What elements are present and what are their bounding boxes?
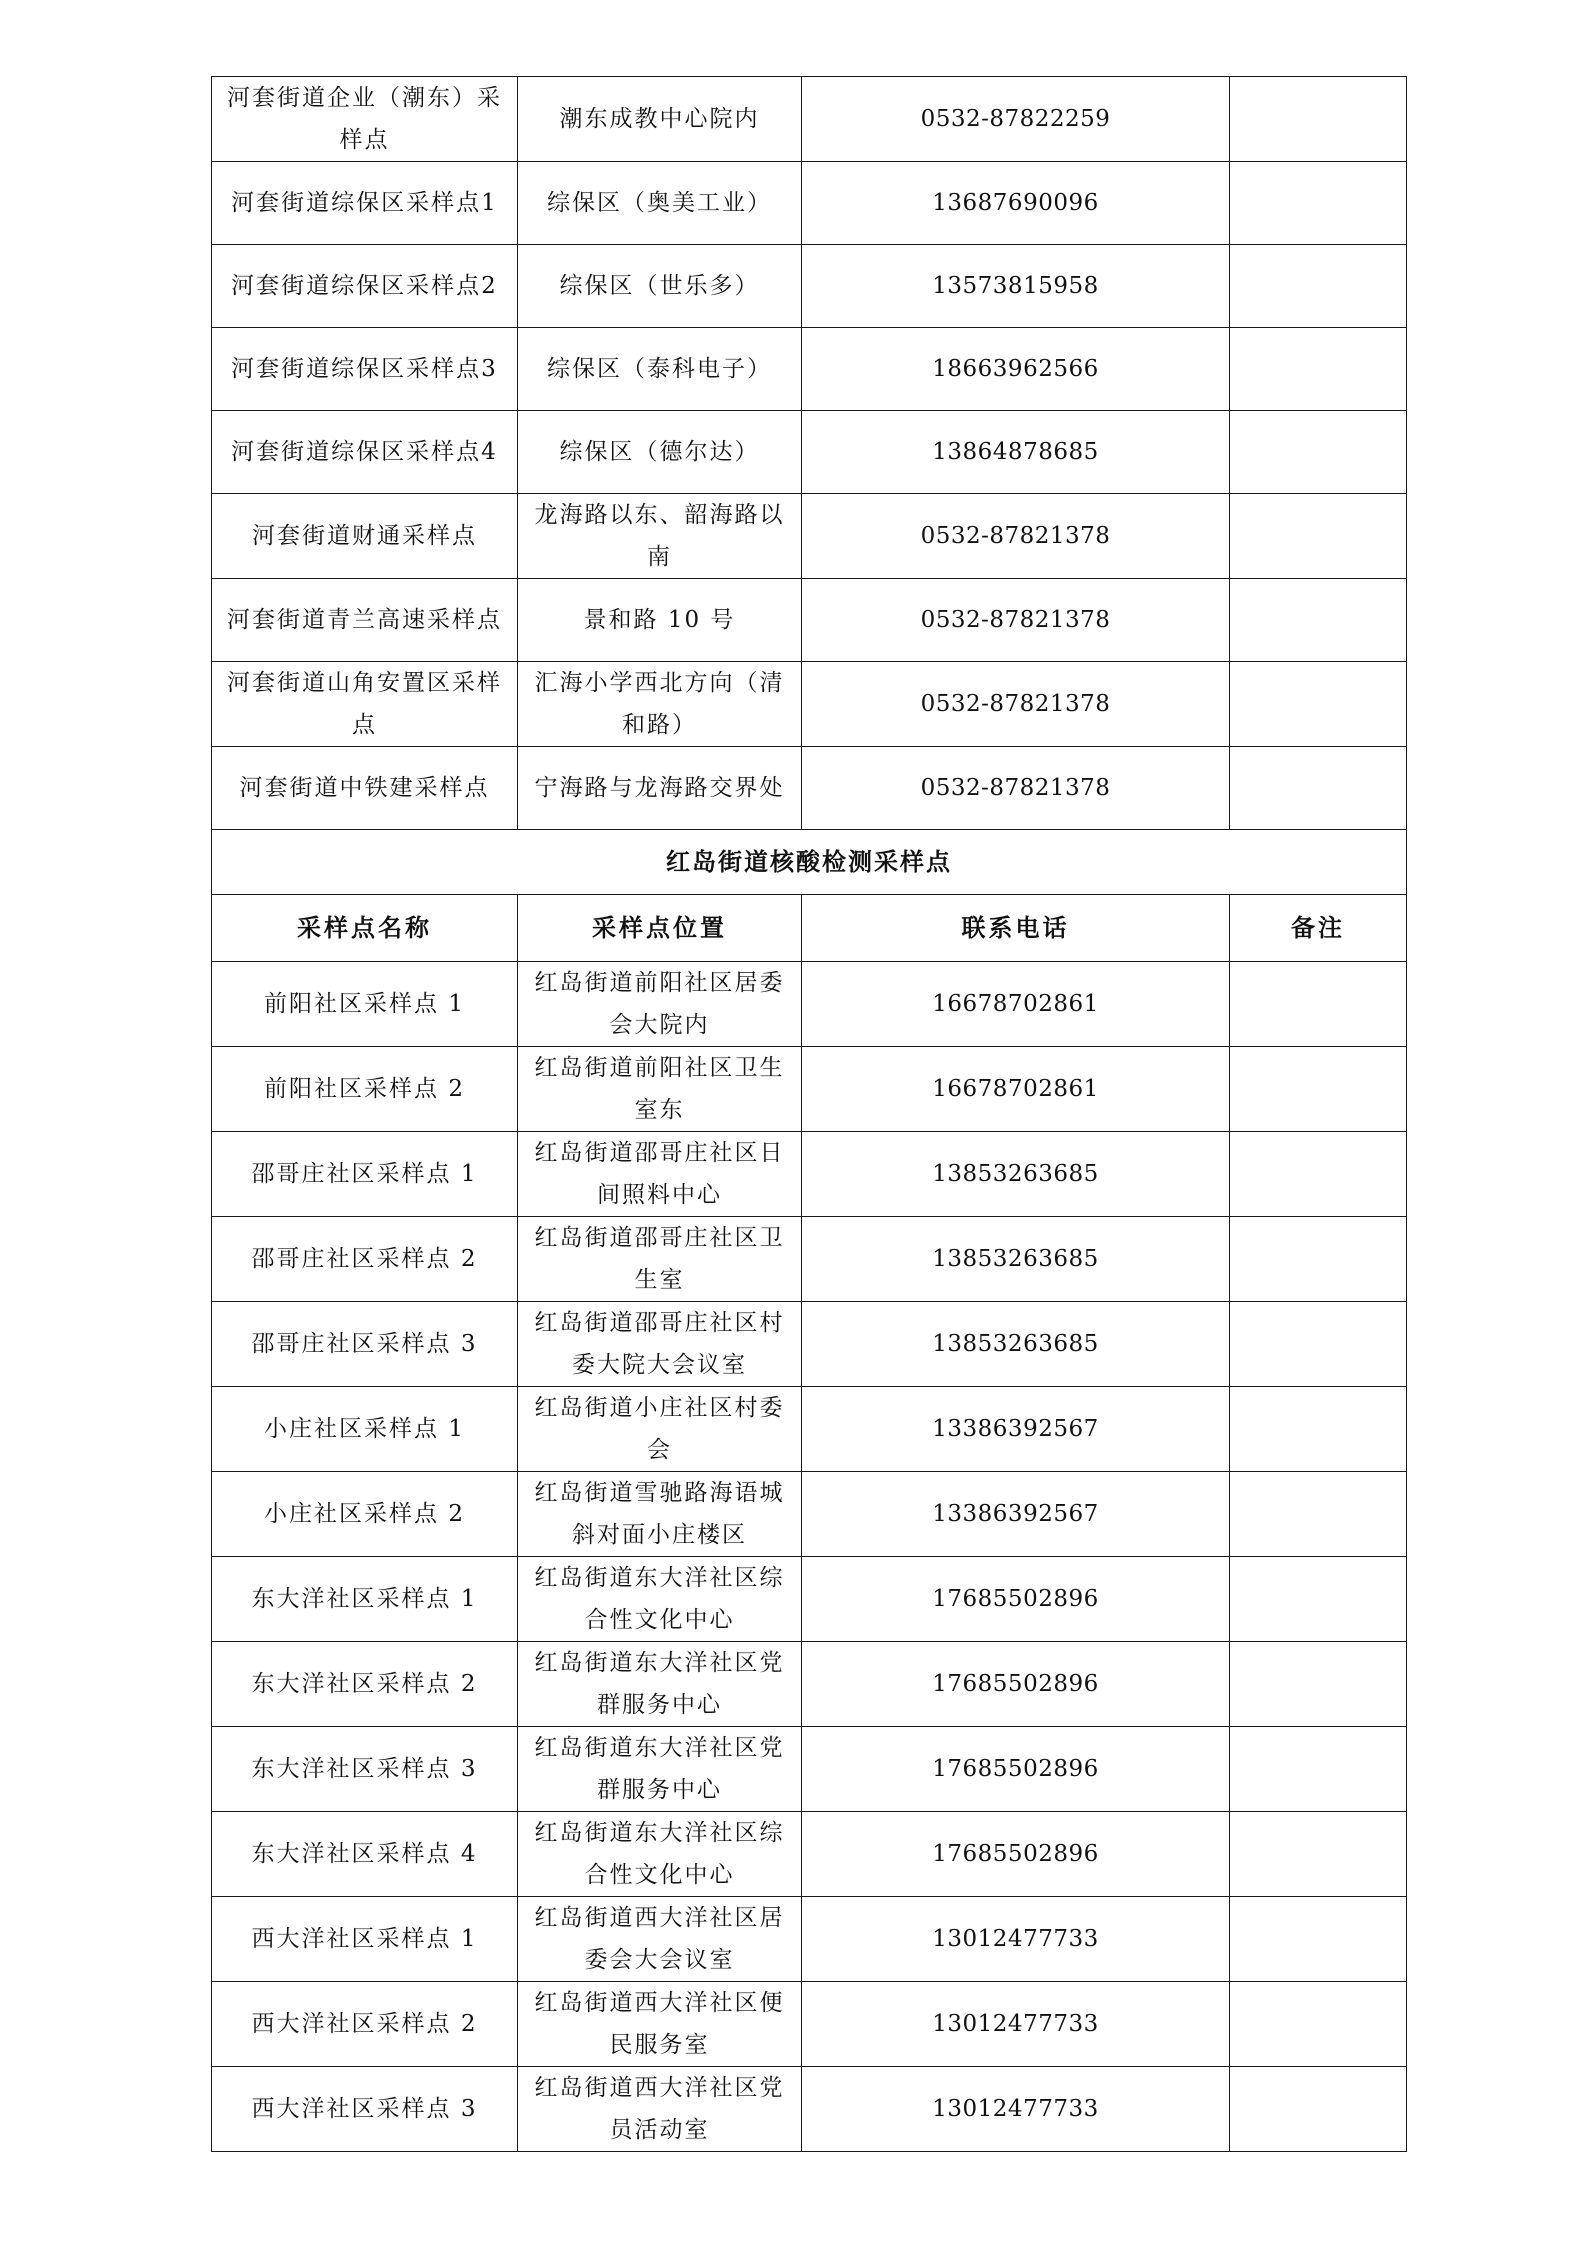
- table-row: [212, 1047, 1407, 1132]
- table-row: [212, 245, 1407, 328]
- site-name-cell: 西大洋社区采样点 3: [212, 2067, 518, 2152]
- table-row: [212, 1217, 1407, 1302]
- phone-cell: 13012477733: [802, 1982, 1230, 2067]
- site-name-cell: 邵哥庄社区采样点 3: [212, 1302, 518, 1387]
- phone-cell: 13853263685: [802, 1132, 1230, 1217]
- phone-cell: 13864878685: [802, 411, 1230, 494]
- phone-cell: 13853263685: [802, 1302, 1230, 1387]
- table-row: [212, 1727, 1407, 1812]
- phone-cell: 17685502896: [802, 1642, 1230, 1727]
- phone-cell: 13386392567: [802, 1472, 1230, 1557]
- hongdao-rows: [212, 962, 1407, 2152]
- site-location-cell: 红岛街道东大洋社区党群服务中心: [518, 1727, 802, 1812]
- site-location-cell: 汇海小学西北方向（清和路）: [518, 662, 802, 747]
- column-header-phone: 联系电话: [802, 895, 1230, 962]
- note-cell: [1230, 1387, 1407, 1472]
- phone-cell: 16678702861: [802, 1047, 1230, 1132]
- site-location-cell: 红岛街道西大洋社区居委会大会议室: [518, 1897, 802, 1982]
- note-cell: [1230, 1727, 1407, 1812]
- site-name-cell: 小庄社区采样点 1: [212, 1387, 518, 1472]
- phone-cell: 13687690096: [802, 162, 1230, 245]
- site-name-cell: 东大洋社区采样点 1: [212, 1557, 518, 1642]
- section-title-row: [212, 830, 1407, 895]
- site-name-cell: 西大洋社区采样点 1: [212, 1897, 518, 1982]
- site-name-cell: 前阳社区采样点 1: [212, 962, 518, 1047]
- note-cell: [1230, 162, 1407, 245]
- phone-cell: 18663962566: [802, 328, 1230, 411]
- site-name-cell: 河套街道综保区采样点2: [212, 245, 518, 328]
- site-location-cell: 红岛街道东大洋社区综合性文化中心: [518, 1557, 802, 1642]
- site-location-cell: 红岛街道前阳社区卫生室东: [518, 1047, 802, 1132]
- table-row: [212, 1302, 1407, 1387]
- site-location-cell: 景和路 10 号: [518, 579, 802, 662]
- table-row: [212, 1472, 1407, 1557]
- note-cell: [1230, 2067, 1407, 2152]
- site-location-cell: 红岛街道邵哥庄社区日间照料中心: [518, 1132, 802, 1217]
- note-cell: [1230, 1132, 1407, 1217]
- note-cell: [1230, 77, 1407, 162]
- note-cell: [1230, 245, 1407, 328]
- site-location-cell: 红岛街道东大洋社区党群服务中心: [518, 1642, 802, 1727]
- site-location-cell: 红岛街道雪驰路海语城斜对面小庄楼区: [518, 1472, 802, 1557]
- note-cell: [1230, 1812, 1407, 1897]
- site-location-cell: 宁海路与龙海路交界处: [518, 747, 802, 830]
- table-row: [212, 162, 1407, 245]
- phone-cell: 0532-87822259: [802, 77, 1230, 162]
- phone-cell: 13012477733: [802, 1897, 1230, 1982]
- site-name-cell: 河套街道财通采样点: [212, 494, 518, 579]
- note-cell: [1230, 494, 1407, 579]
- phone-cell: 17685502896: [802, 1727, 1230, 1812]
- table-row: [212, 747, 1407, 830]
- header-row: [212, 895, 1407, 962]
- site-name-cell: 小庄社区采样点 2: [212, 1472, 518, 1557]
- site-location-cell: 综保区（德尔达）: [518, 411, 802, 494]
- column-header-location: 采样点位置: [518, 895, 802, 962]
- note-cell: [1230, 1217, 1407, 1302]
- note-cell: [1230, 1982, 1407, 2067]
- site-name-cell: 西大洋社区采样点 2: [212, 1982, 518, 2067]
- note-cell: [1230, 1472, 1407, 1557]
- site-name-cell: 河套街道山角安置区采样点: [212, 662, 518, 747]
- table-row: [212, 1387, 1407, 1472]
- table-row: [212, 962, 1407, 1047]
- note-cell: [1230, 662, 1407, 747]
- phone-cell: 16678702861: [802, 962, 1230, 1047]
- note-cell: [1230, 411, 1407, 494]
- table-row: [212, 494, 1407, 579]
- note-cell: [1230, 1642, 1407, 1727]
- table-row: [212, 662, 1407, 747]
- note-cell: [1230, 1047, 1407, 1132]
- site-location-cell: 红岛街道前阳社区居委会大院内: [518, 962, 802, 1047]
- table-row: [212, 1132, 1407, 1217]
- site-location-cell: 龙海路以东、韶海路以南: [518, 494, 802, 579]
- site-name-cell: 河套街道青兰高速采样点: [212, 579, 518, 662]
- site-location-cell: 红岛街道邵哥庄社区卫生室: [518, 1217, 802, 1302]
- site-name-cell: 邵哥庄社区采样点 2: [212, 1217, 518, 1302]
- phone-cell: 13012477733: [802, 2067, 1230, 2152]
- note-cell: [1230, 579, 1407, 662]
- note-cell: [1230, 962, 1407, 1047]
- table-row: [212, 1982, 1407, 2067]
- document-page: [211, 76, 1406, 2152]
- note-cell: [1230, 747, 1407, 830]
- phone-cell: 0532-87821378: [802, 662, 1230, 747]
- table-row: [212, 1642, 1407, 1727]
- note-cell: [1230, 1302, 1407, 1387]
- table-row: [212, 2067, 1407, 2152]
- column-header-name: 采样点名称: [212, 895, 518, 962]
- site-name-cell: 河套街道企业（潮东）采样点: [212, 77, 518, 162]
- hongdao-section: [212, 830, 1407, 962]
- site-name-cell: 邵哥庄社区采样点 1: [212, 1132, 518, 1217]
- sampling-points-table: [211, 76, 1407, 2152]
- phone-cell: 0532-87821378: [802, 494, 1230, 579]
- site-location-cell: 红岛街道邵哥庄社区村委大院大会议室: [518, 1302, 802, 1387]
- section-title: 红岛街道核酸检测采样点: [212, 830, 1407, 895]
- site-location-cell: 红岛街道东大洋社区综合性文化中心: [518, 1812, 802, 1897]
- site-location-cell: 红岛街道西大洋社区便民服务室: [518, 1982, 802, 2067]
- site-name-cell: 东大洋社区采样点 3: [212, 1727, 518, 1812]
- site-name-cell: 前阳社区采样点 2: [212, 1047, 518, 1132]
- note-cell: [1230, 1557, 1407, 1642]
- phone-cell: 17685502896: [802, 1557, 1230, 1642]
- site-name-cell: 河套街道综保区采样点4: [212, 411, 518, 494]
- site-name-cell: 河套街道综保区采样点3: [212, 328, 518, 411]
- hetao-rows: [212, 77, 1407, 830]
- note-cell: [1230, 328, 1407, 411]
- phone-cell: 17685502896: [802, 1812, 1230, 1897]
- table-row: [212, 1897, 1407, 1982]
- site-name-cell: 河套街道综保区采样点1: [212, 162, 518, 245]
- phone-cell: 13573815958: [802, 245, 1230, 328]
- site-location-cell: 综保区（奥美工业）: [518, 162, 802, 245]
- table-row: [212, 411, 1407, 494]
- table-row: [212, 1557, 1407, 1642]
- table-row: [212, 1812, 1407, 1897]
- site-location-cell: 红岛街道西大洋社区党员活动室: [518, 2067, 802, 2152]
- site-location-cell: 红岛街道小庄社区村委会: [518, 1387, 802, 1472]
- phone-cell: 13853263685: [802, 1217, 1230, 1302]
- site-location-cell: 潮东成教中心院内: [518, 77, 802, 162]
- note-cell: [1230, 1897, 1407, 1982]
- table-row: [212, 328, 1407, 411]
- table-row: [212, 77, 1407, 162]
- site-name-cell: 东大洋社区采样点 2: [212, 1642, 518, 1727]
- table-row: [212, 579, 1407, 662]
- column-header-note: 备注: [1230, 895, 1407, 962]
- phone-cell: 13386392567: [802, 1387, 1230, 1472]
- site-name-cell: 东大洋社区采样点 4: [212, 1812, 518, 1897]
- site-location-cell: 综保区（泰科电子）: [518, 328, 802, 411]
- site-name-cell: 河套街道中铁建采样点: [212, 747, 518, 830]
- phone-cell: 0532-87821378: [802, 579, 1230, 662]
- phone-cell: 0532-87821378: [802, 747, 1230, 830]
- site-location-cell: 综保区（世乐多）: [518, 245, 802, 328]
